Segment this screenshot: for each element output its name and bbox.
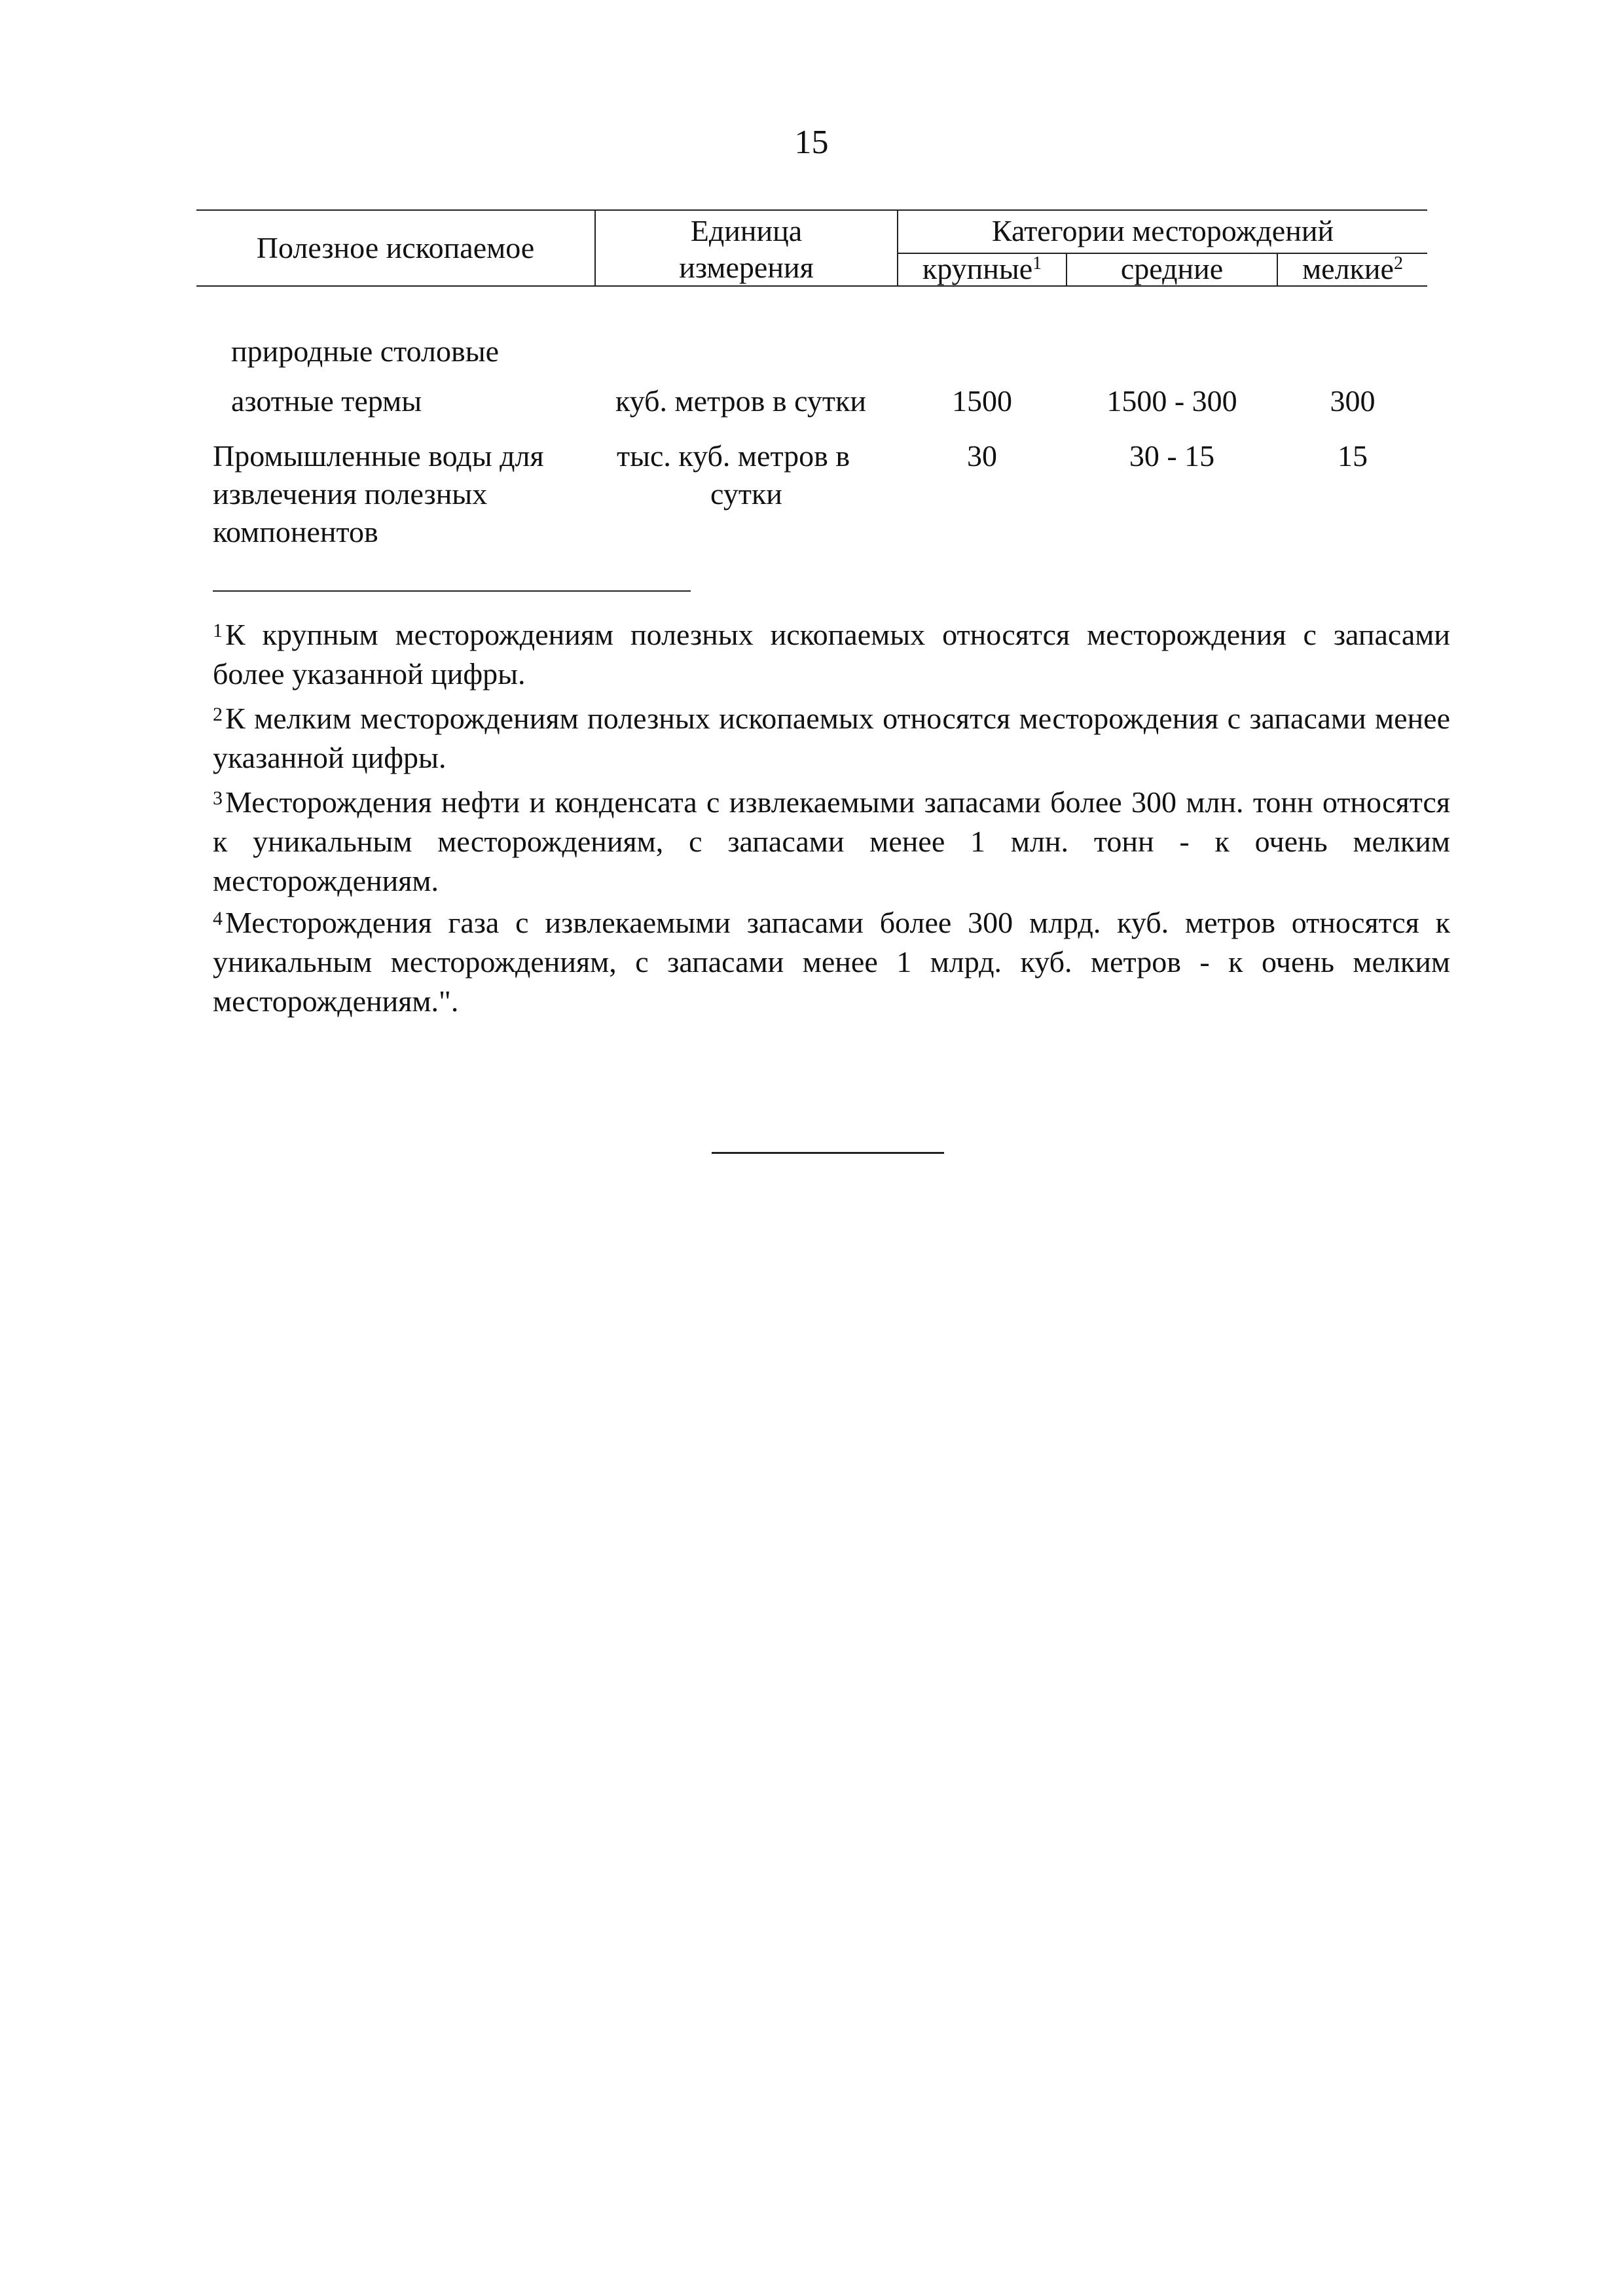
footnote-4-number: 4	[213, 908, 223, 929]
row2-mineral-line1: Промышленные воды для	[213, 439, 544, 473]
header-large-label: крупные	[922, 252, 1033, 285]
footnote-4-text: Месторождения газа с извлекаемыми запасами более 300 млрд. куб. метров относятся к уникальным месторождениям, с запасами менее 1 млрд. куб. метров - к очень мелким месторождениям.".	[213, 906, 1450, 1018]
row2-mineral-line3: компонентов	[213, 515, 378, 548]
footnote-1-number: 1	[213, 620, 223, 641]
footnote-3-number: 3	[213, 787, 223, 809]
header-unit-line1: Единица	[690, 214, 803, 247]
row1-large: 1500	[952, 384, 1012, 418]
header-medium: средние	[1120, 252, 1224, 285]
row1-small: 300	[1330, 384, 1376, 418]
row2-medium: 30 - 15	[1129, 439, 1215, 473]
footnote-3	[213, 783, 1450, 901]
footnote-2	[213, 699, 1450, 778]
footnote-1-text: К крупным месторождениям полезных ископаемых относятся месторождения с запасами более указанной цифры.	[213, 618, 1450, 691]
footnote-2-text: К мелким месторождениям полезных ископаемых относятся месторождения с запасами менее указанной цифры.	[213, 702, 1450, 774]
footnote-1	[213, 615, 1450, 694]
header-small-label: мелкие	[1302, 252, 1394, 285]
row2-unit-line2: сутки	[710, 477, 782, 511]
row1-medium: 1500 - 300	[1106, 384, 1237, 418]
row2-unit-line1: тыс. куб. метров в	[617, 439, 850, 473]
row2-large: 30	[967, 439, 997, 473]
row1-mineral-line1: природные столовые	[231, 334, 500, 368]
row1-mineral-line2: азотные термы	[231, 384, 422, 418]
row2-small: 15	[1338, 439, 1368, 473]
page-number: 15	[794, 124, 829, 161]
header-mineral: Полезное ископаемое	[256, 231, 535, 264]
header-large-sup: 1	[1032, 253, 1042, 274]
footnote-4	[213, 903, 1450, 1021]
header-small-sup: 2	[1393, 253, 1403, 274]
footnote-separator	[213, 590, 691, 592]
table-top-rule	[196, 209, 1427, 211]
end-of-document-rule	[712, 1152, 944, 1154]
header-unit-line2: измерения	[679, 251, 814, 284]
row2-mineral-line2: извлечения полезных	[213, 477, 488, 511]
header-small	[1278, 250, 1427, 288]
row1-unit: куб. метров в сутки	[615, 384, 867, 418]
header-categories: Категории месторождений	[991, 214, 1334, 247]
footnote-3-text: Месторождения нефти и конденсата с извлекаемыми запасами более 300 млн. тонн относятся к уникальным месторождениям, с запасами менее 1 млн. тонн - к очень мелким месторождениям.	[213, 785, 1450, 897]
footnote-2-number: 2	[213, 704, 223, 725]
header-large	[898, 250, 1066, 288]
